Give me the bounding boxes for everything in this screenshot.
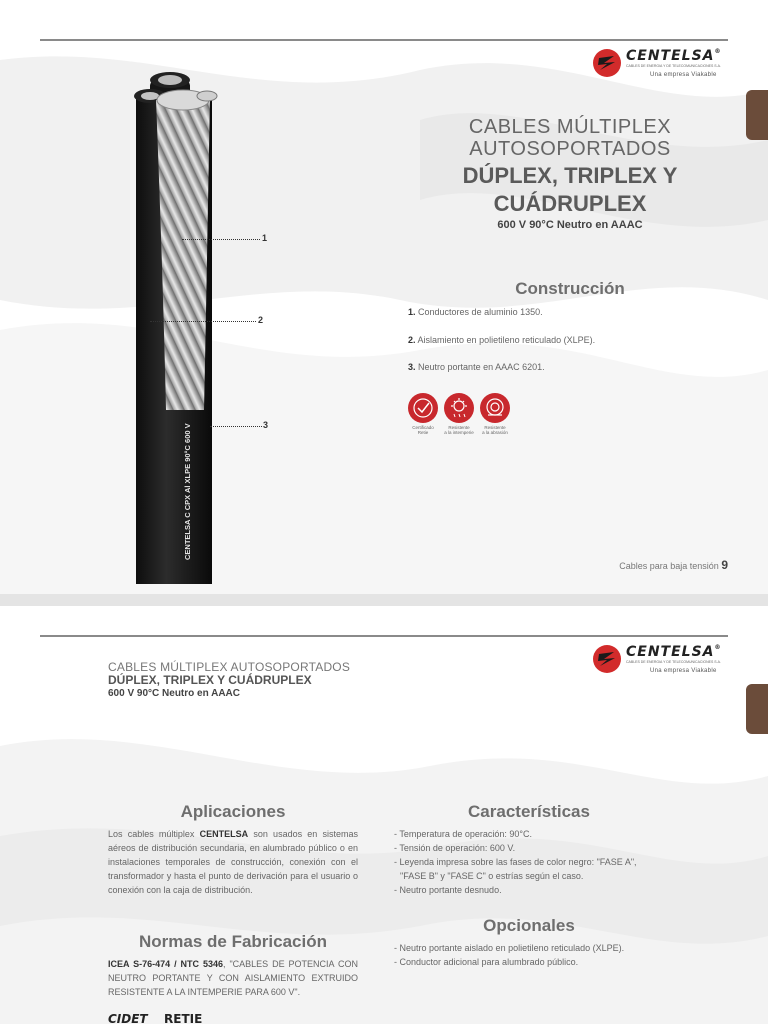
catalog-page-10: [0, 606, 768, 1024]
cidet-logo: CIDET: [108, 1012, 148, 1024]
brand-subline: CABLES DE ENERGIA Y DE TELECOMUNICACIONES S.A.: [626, 660, 721, 664]
construction-heading: Construcción: [515, 279, 625, 298]
page-title-light: CABLES MÚLTIPLEX AUTOSOPORTADOS: [108, 660, 351, 674]
top-rule: [40, 39, 728, 41]
applications-text: Los cables múltiplex CENTELSA son usados en sistemas aéreos de distribución secundaria, en alumbrado público o en instalaciones temporales de construcción, conexión con el transformador y hasta el punto de derivación para el usuario o conexión con la caja de distribución.: [108, 829, 358, 895]
list-item: - Temperatura de operación: 90°C.: [394, 829, 533, 839]
top-rule: [40, 635, 728, 637]
product-subtitle: 600 V 90°C Neutro en AAAC: [497, 219, 643, 231]
page-footer: Cables para baja tensión 9: [619, 558, 728, 572]
construction-item-3: 3. Neutro portante en AAAC 6201.: [408, 362, 545, 372]
norms-text: ICEA S-76-474 / NTC 5346, "CABLES DE POTENCIA CON NEUTRO PORTANTE Y CON AISLAMIENTO EXTRUIDO RESISTENTE A LA INTEMPERIE PARA 600 V".: [108, 959, 358, 997]
page-subtitle: 600 V 90°C Neutro en AAAC: [108, 688, 240, 699]
callout-line-3: [210, 426, 262, 427]
page-title-bold: DÚPLEX, TRIPLEX Y CUÁDRUPLEX: [108, 673, 312, 687]
cable-illustration: [120, 60, 230, 590]
applications-heading: Aplicaciones: [180, 802, 286, 821]
brand-name: CENTELSA®: [626, 48, 722, 64]
centelsa-logo: [592, 640, 732, 680]
centelsa-logo: [592, 44, 732, 84]
section-tab[interactable]: [746, 684, 768, 734]
brand-subline: CABLES DE ENERGIA Y DE TELECOMUNICACIONES S.A.: [626, 64, 721, 68]
badge-label-1: Certificado Retie: [412, 425, 434, 435]
title-bold-line-1: DÚPLEX, TRIPLEX Y: [462, 163, 678, 188]
characteristics-list: [394, 827, 664, 897]
title-light-line-2: AUTOSOPORTADOS: [469, 138, 671, 160]
certificate-icon: [408, 393, 438, 423]
characteristics-heading: Características: [468, 802, 590, 821]
norms-heading: Normas de Fabricación: [138, 932, 327, 951]
retie-logo: RETIE: [164, 1012, 203, 1024]
brand-name: CENTELSA®: [626, 644, 722, 660]
list-item: - Neutro portante desnudo.: [394, 885, 502, 895]
section-tab[interactable]: [746, 90, 768, 140]
callout-3: 3: [263, 420, 269, 430]
badge-label-2: Resistente a la intemperie: [444, 425, 474, 435]
callout-line-1: [182, 239, 260, 240]
list-item: - Leyenda impresa sobre las fases de color negro: "FASE A", "FASE B" y "FASE C" o estrías según el caso.: [394, 857, 637, 881]
cert-logos: [108, 1012, 202, 1024]
list-item: - Tensión de operación: 600 V.: [394, 843, 516, 853]
callout-1: 1: [262, 233, 268, 243]
construction-item-1: 1. Conductores de aluminio 1350.: [408, 307, 543, 317]
callout-line-2: [150, 321, 256, 322]
construction-item-2: 2. Aislamiento en polietileno reticulado (XLPE).: [408, 335, 596, 345]
title-light-line-1: CABLES MÚLTIPLEX: [468, 116, 672, 138]
weather-icon: [444, 393, 474, 423]
centelsa-mark-icon: [592, 48, 622, 78]
page-separator: [0, 594, 768, 606]
optionals-list: [394, 941, 684, 969]
title-bold-line-2: CUÁDRUPLEX: [493, 191, 647, 216]
cable-legend-print: CENTELSA C CPX Al XLPE 90°C 600 V: [183, 423, 192, 560]
page-number: 9: [721, 558, 728, 572]
optionals-heading: Opcionales: [483, 916, 575, 935]
brand-tagline: Una empresa Viakable: [650, 668, 717, 674]
abrasion-icon: [480, 393, 510, 423]
list-item: - Neutro portante aislado en polietileno reticulado (XLPE).: [394, 943, 625, 953]
brand-tagline: Una empresa Viakable: [650, 72, 717, 78]
callout-2: 2: [258, 315, 264, 325]
centelsa-mark-icon: [592, 644, 622, 674]
list-item: - Conductor adicional para alumbrado público.: [394, 957, 579, 967]
badge-label-3: Resistente a la abrasión: [482, 425, 508, 435]
